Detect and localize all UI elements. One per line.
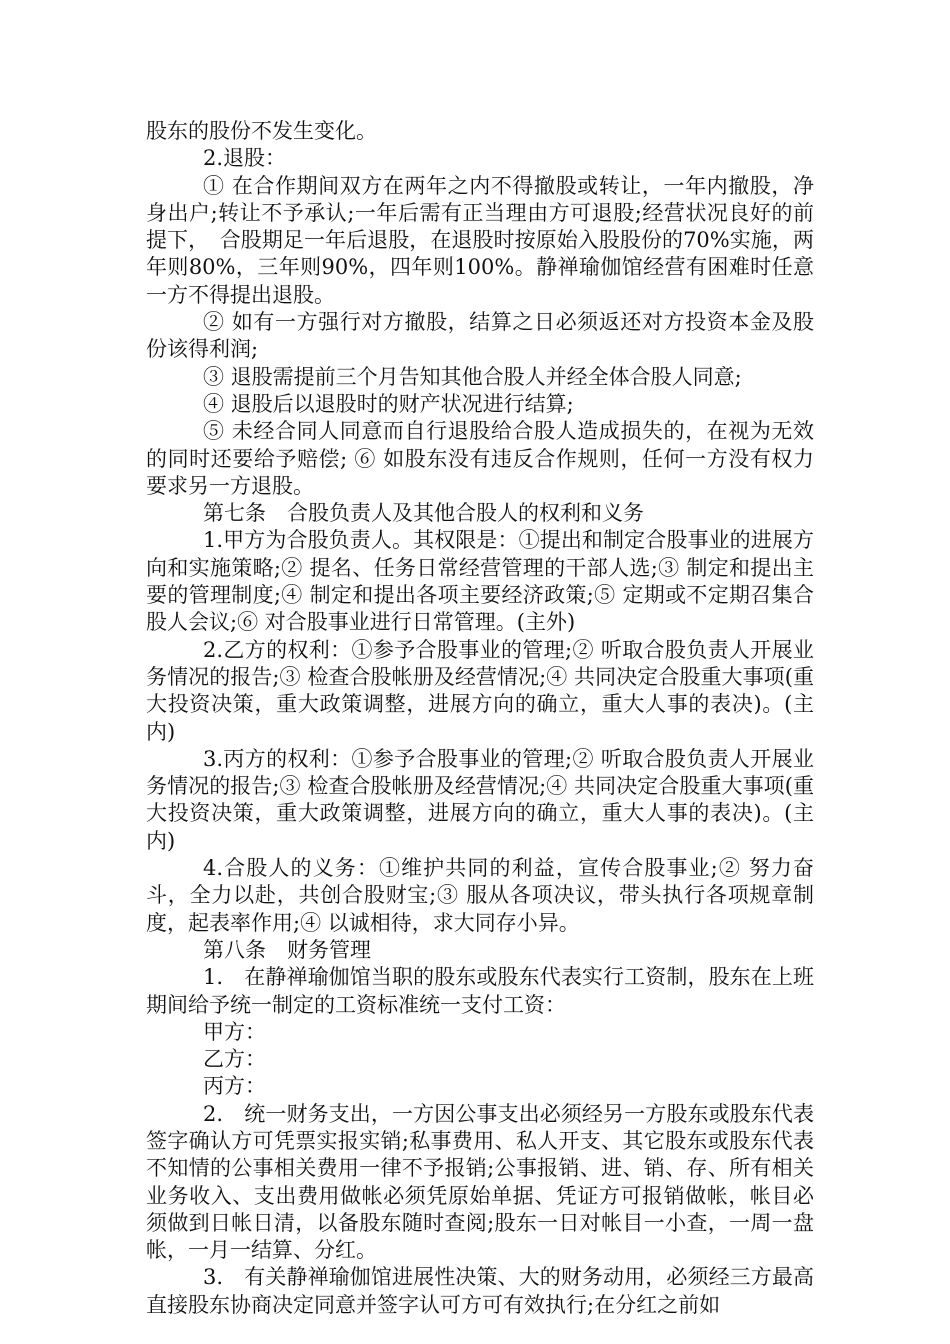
line-party-c: 丙方： xyxy=(203,1074,266,1099)
paragraph-party-c-rights: 3.丙方的权利：①参予合股事业的管理;② 听取合股负责人开展业务情况的报告;③ 检查合股帐册及经营情况;④ 共同决定合股重大事项(重大投资决策，重大政策调整，进展方向的确立，重大人事的表决)。(主内) xyxy=(146,746,814,853)
line-party-b: 乙方： xyxy=(203,1047,266,1072)
article-8-heading: 第八条 财务管理 xyxy=(203,937,371,962)
heading-withdrawal: 2.退股： xyxy=(203,146,287,171)
paragraph-partner-duties: 4.合股人的义务：①维护共同的利益，宣传合股事业;② 努力奋斗，全力以赴，共创合股财宝;③ 服从各项决议，带头执行各项规章制度，起表率作用;④ 以诚相待，求大同存小异。 xyxy=(146,856,814,935)
paragraph-expenses: 2. 统一财务支出，一方因公事支出必须经另一方股东或股东代表签字确认方可凭票实报实销;私事费用、私人开支、其它股东或股东代表不知情的公事相关费用一律不予报销;公事报销、进、销、存、所有相关业务收入、支出费用做帐必须凭原始单据、凭证方可报销做帐，帐目必须做到日帐日清，以备股东随时查阅;股东一日对帐目一小查，一周一盘帐，一月一结算、分红。 xyxy=(146,1101,814,1263)
line-party-a: 甲方： xyxy=(203,1019,266,1044)
document-body xyxy=(146,118,814,1319)
article-7-heading: 第七条 合股负责人及其他合股人的权利和义务 xyxy=(203,501,644,526)
paragraph-withdrawal-1: ① 在合作期间双方在两年之内不得撤股或转让，一年内撤股，净身出户;转让不予承认;一年后需有正当理由方可退股;经营状况良好的前提下， 合股期足一年后退股，在退股时按原始入股股份的70%实施，两年则80%，三年则90%，四年则100%。静禅瑜伽馆经营有困难时任意一方不得提出退股。 xyxy=(146,173,814,307)
paragraph-party-a-rights: 1.甲方为合股负责人。其权限是：①提出和制定合股事业的进展方向和实施策略;② 提名、任务日常经营管理的干部人选;③ 制定和提出主要的管理制度;④ 制定和提出各项主要经济政策;⑤ 定期或不定期召集合股人会议;⑥ 对合股事业进行日常管理。(主外) xyxy=(146,528,814,635)
paragraph-salary: 1. 在静禅瑜伽馆当职的股东或股东代表实行工资制，股东在上班期间给予统一制定的工资标准统一支付工资： xyxy=(146,965,814,1017)
paragraph-decisions: 3. 有关静禅瑜伽馆进展性决策、大的财务动用，必须经三方最高直接股东协商决定同意并签字认可方可有效执行;在分红之前如 xyxy=(146,1265,814,1317)
paragraph-withdrawal-3: ③ 退股需提前三个月告知其他合股人并经全体合股人同意; xyxy=(203,364,742,389)
paragraph-withdrawal-5: ⑤ 未经合同人同意而自行退股给合股人造成损失的，在视为无效的同时还要给予赔偿; ⑥ 如股东没有违反合作规则，任何一方没有权力要求另一方退股。 xyxy=(146,419,814,498)
paragraph-withdrawal-2: ② 如有一方强行对方撤股，结算之日必须返还对方投资本金及股份该得利润; xyxy=(146,310,814,362)
paragraph-continuation: 股东的股份不发生变化。 xyxy=(146,119,377,143)
paragraph-party-b-rights: 2.乙方的权利：①参予合股事业的管理;② 听取合股负责人开展业务情况的报告;③ 检查合股帐册及经营情况;④ 共同决定合股重大事项(重大投资决策，重大政策调整，进展方向的确立，重大人事的表决)。(主内) xyxy=(146,637,814,744)
paragraph-withdrawal-4: ④ 退股后以退股时的财产状况进行结算; xyxy=(203,391,574,416)
